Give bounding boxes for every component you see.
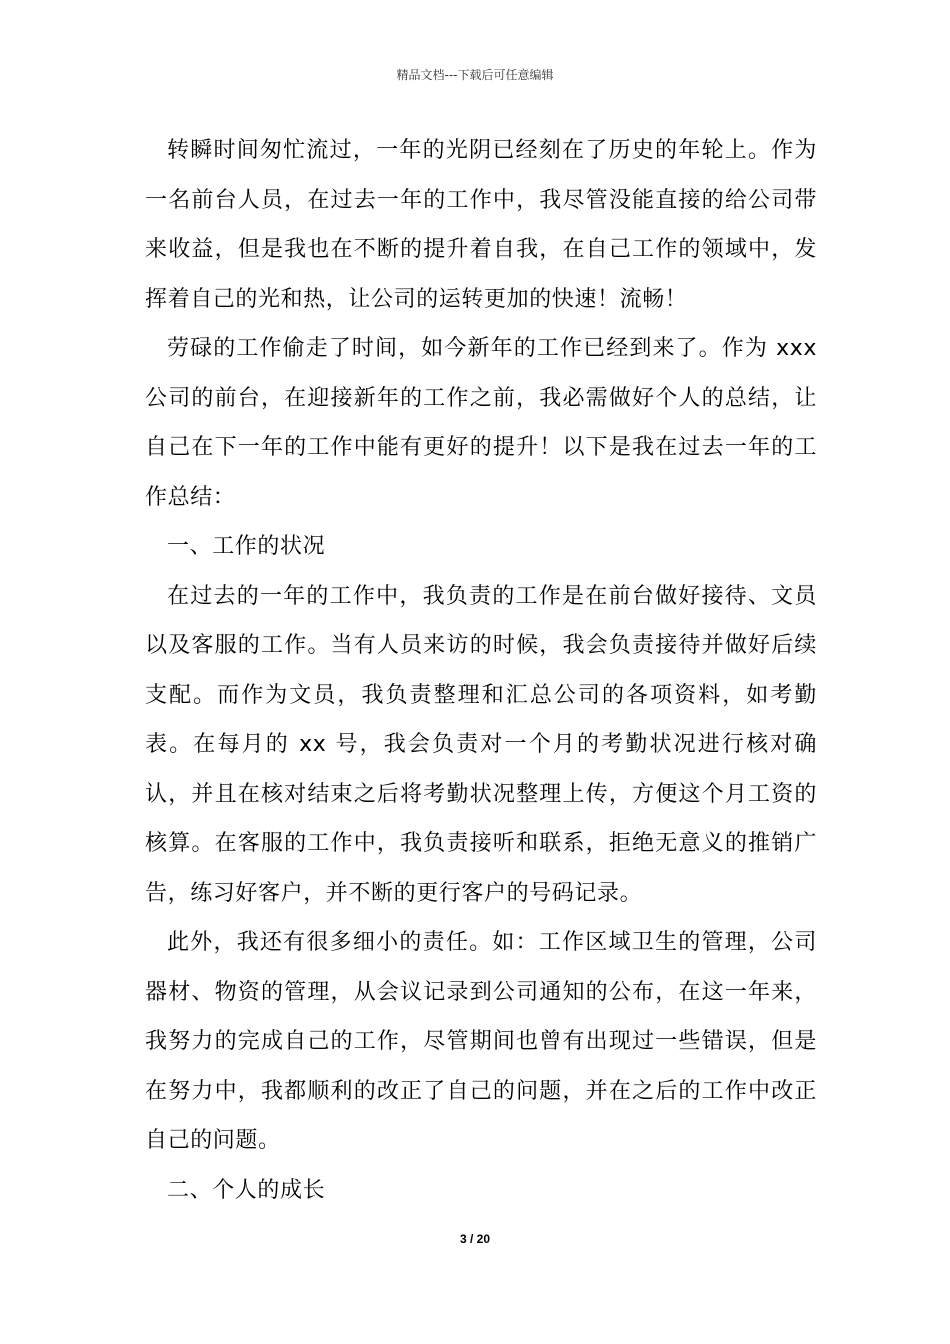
paragraph-other-responsibilities: 此外，我还有很多细小的责任。如：工作区域卫生的管理，公司器材、物资的管理，从会议记录到公司通知的公布，在这一年来，我努力的完成自己的工作，尽管期间也曾有出现过一些错误，但是在努力中，我都顺利的改正了自己的问题，并在之后的工作中改正自己的问题。 (145, 930, 817, 1153)
paragraph-summary-intro: 劳碌的工作偷走了时间，如今新年的工作已经到来了。作为 xxx 公司的前台，在迎接新年的工作之前，我必需做好个人的总结，让自己在下一年的工作中能有更好的提升！以下是我在过去一年的工作总结： (145, 336, 817, 510)
section-heading-personal-growth: 二、个人的成长 (167, 1177, 326, 1203)
page-header: 精品文档---下载后可任意编辑 (396, 68, 554, 82)
paragraph-work-duties: 在过去的一年的工作中，我负责的工作是在前台做好接待、文员以及客服的工作。当有人员来访的时候，我会负责接待并做好后续支配。而作为文员，我负责整理和汇总公司的各项资料，如考勤表。在每月的 xx 号，我会负责对一个月的考勤状况进行核对确认，并且在核对结束之后将考勤状况整理上传，方便这个月工资的核算。在客服的工作中，我负责接听和联系，拒绝无意义的推销广告，练习好客户，并不断的更行客户的号码记录。 (145, 583, 817, 906)
section-heading-work-status: 一、工作的状况 (167, 534, 326, 559)
paragraph-intro: 转瞬时间匆忙流过，一年的光阴已经刻在了历史的年轮上。作为一名前台人员，在过去一年的工作中，我尽管没能直接的给公司带来收益，但是我也在不断的提升着自我，在自己工作的领域中，发挥着自己的光和热，让公司的运转更加的快速！流畅！ (145, 138, 817, 312)
page-number: 3 / 20 (459, 1232, 491, 1246)
document-body (145, 126, 817, 1215)
